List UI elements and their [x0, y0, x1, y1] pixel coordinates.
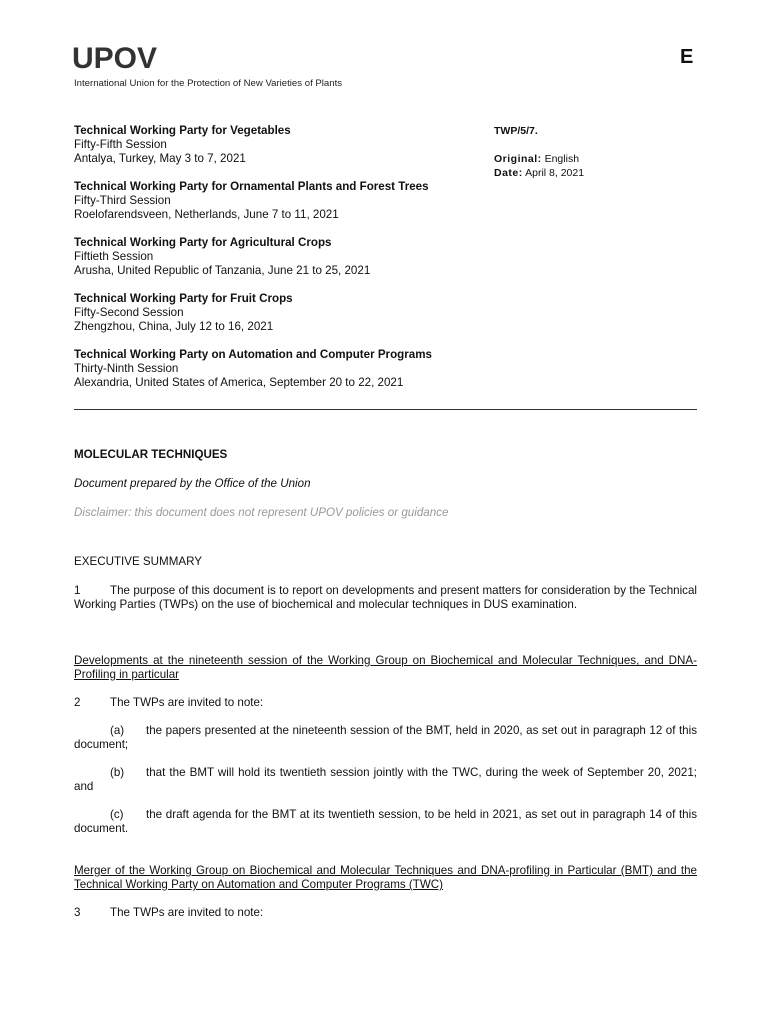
header-divider	[74, 409, 697, 410]
upov-logo	[72, 42, 172, 72]
disclaimer: Disclaimer: this document does not represent UPOV policies or guidance	[74, 506, 449, 519]
organization-tagline: International Union for the Protection of New Varieties of Plants	[74, 78, 343, 89]
session-block	[74, 292, 494, 334]
executive-summary-heading: EXECUTIVE SUMMARY	[74, 555, 202, 568]
original-value: English	[544, 153, 580, 165]
paragraph-number: 1	[74, 584, 81, 597]
session-place: Alexandria, United States of America, September 20 to 22, 2021	[74, 376, 404, 389]
paragraph-text: The TWPs are invited to note:	[110, 696, 264, 709]
list-item-label: (a)	[110, 724, 125, 737]
sessions-list	[74, 124, 494, 404]
upov-logo-mark	[72, 42, 172, 72]
session-title: Technical Working Party for Vegetables	[74, 124, 291, 137]
paragraph-1	[74, 584, 697, 612]
list-item-label: (c)	[110, 808, 124, 821]
original-label: Original:	[494, 153, 542, 165]
session-place: Roelofarendsveen, Netherlands, June 7 to 11, 2021	[74, 208, 339, 221]
list-item-text: the papers presented at the nineteenth session of the BMT, held in 2020, as set out in paragraph 12 of this document;	[74, 724, 697, 751]
session-block	[74, 124, 494, 166]
session-number: Fifty-Third Session	[74, 194, 171, 207]
session-block	[74, 180, 494, 222]
session-number: Fifty-Second Session	[74, 306, 184, 319]
section-heading-developments: Developments at the nineteenth session of the Working Group on Biochemical and Molecular Techniques, and DNA-Profiling in particular	[74, 654, 697, 681]
list-item-text: that the BMT will hold its twentieth session jointly with the TWC, during the week of September 20, 2021; and	[74, 766, 697, 793]
list-item	[74, 808, 697, 836]
document-meta	[494, 124, 584, 180]
session-place: Antalya, Turkey, May 3 to 7, 2021	[74, 152, 246, 165]
document-code: TWP/5/7.	[494, 125, 538, 137]
paragraph-text: The purpose of this document is to report on developments and present matters for consideration by the Technical Working Parties (TWPs) on the use of biochemical and molecular techniques in DUS examination.	[74, 584, 697, 611]
list-item	[74, 766, 697, 794]
paragraph-3	[74, 906, 697, 920]
paragraph-number: 2	[74, 696, 81, 709]
document-date	[494, 166, 584, 180]
list-item-text: the draft agenda for the BMT at its twentieth session, to be held in 2021, as set out in paragraph 14 of this document.	[74, 808, 697, 835]
session-block	[74, 348, 494, 390]
logo-text: UPOV	[72, 42, 158, 72]
session-number: Fifty-Fifth Session	[74, 138, 167, 151]
session-title: Technical Working Party for Agricultural Crops	[74, 236, 332, 249]
paragraph-2	[74, 696, 697, 710]
list-item	[74, 724, 697, 752]
date-value: April 8, 2021	[525, 167, 585, 179]
list-item-label: (b)	[110, 766, 125, 779]
session-number: Thirty-Ninth Session	[74, 362, 179, 375]
prepared-by: Document prepared by the Office of the Union	[74, 477, 311, 490]
language-code: E	[680, 46, 694, 68]
date-label: Date:	[494, 167, 523, 179]
session-number: Fiftieth Session	[74, 250, 154, 263]
paragraph-text: The TWPs are invited to note:	[110, 906, 264, 919]
section-heading-merger: Merger of the Working Group on Biochemical and Molecular Techniques and DNA-profiling in Particular (BMT) and the Technical Working Party on Automation and Computer Programs (TWC)	[74, 864, 697, 891]
session-title: Technical Working Party on Automation and Computer Programs	[74, 348, 432, 361]
session-place: Zhengzhou, China, July 12 to 16, 2021	[74, 320, 274, 333]
session-title: Technical Working Party for Ornamental Plants and Forest Trees	[74, 180, 429, 193]
paragraph-number: 3	[74, 906, 81, 919]
document-heading: MOLECULAR TECHNIQUES	[74, 448, 228, 461]
session-block	[74, 236, 494, 278]
session-title: Technical Working Party for Fruit Crops	[74, 292, 293, 305]
original-language	[494, 152, 584, 166]
session-place: Arusha, United Republic of Tanzania, June 21 to 25, 2021	[74, 264, 371, 277]
